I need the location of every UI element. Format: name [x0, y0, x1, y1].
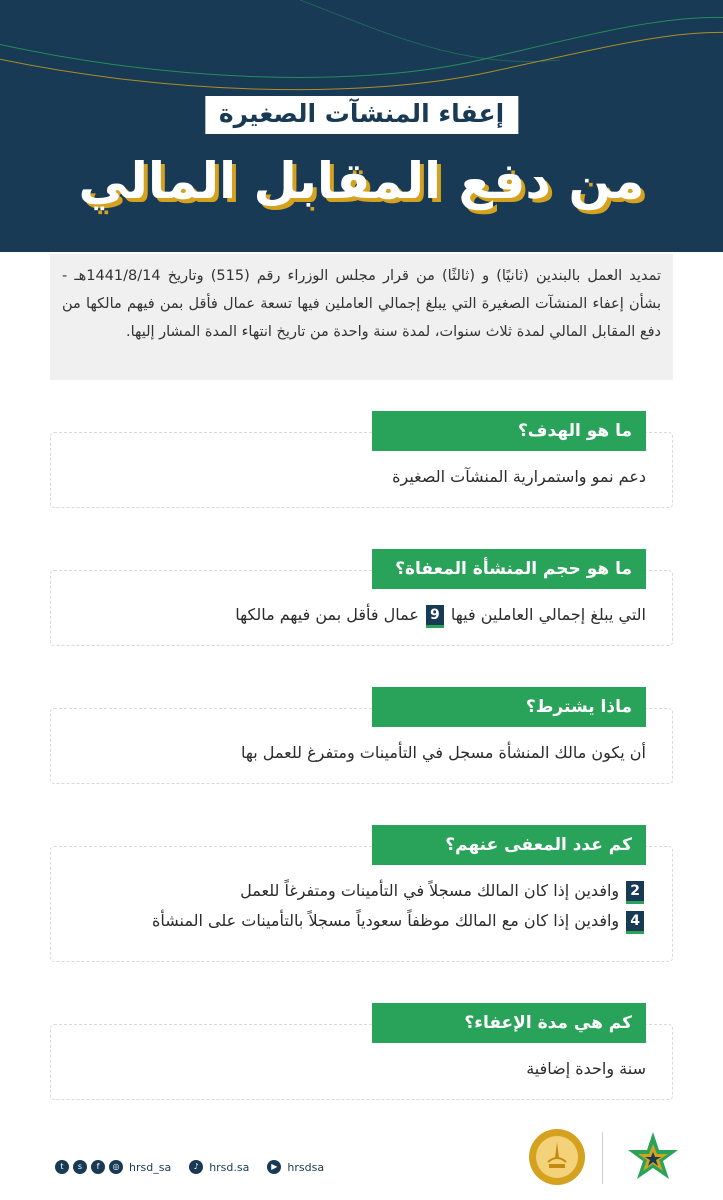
card-body-size-after: عمال فأقل بمن فيهم مالكها: [235, 605, 419, 624]
card-condition: [50, 697, 673, 784]
number-badge: 4: [626, 911, 644, 934]
header-banner: [0, 0, 723, 252]
emblem-seal: [528, 1128, 586, 1186]
title-small: إعفاء المنشآت الصغيرة: [205, 96, 518, 134]
card-label-count: كم عدد المعفى عنهم؟: [372, 825, 646, 865]
card-body-duration: سنة واحدة إضافية: [526, 1059, 646, 1078]
snapchat-icon[interactable]: s: [73, 1160, 87, 1174]
number-badge: 2: [626, 881, 644, 904]
handle-hrsdsa[interactable]: hrsdsa: [287, 1160, 325, 1174]
handle-hrsd-sa[interactable]: hrsd_sa: [129, 1160, 172, 1174]
card-label-condition: ماذا يشترط؟: [372, 687, 646, 727]
footer-divider: [602, 1132, 603, 1184]
intro-paragraph: تمديد العمل بالبندين (ثانيًا) و (ثالثًا) من قرار مجلس الوزراء رقم (515) وتاريخ 1441/8/14هـ - بشأن إعفاء المنشآت الصغيرة التي يبلغ إجمالي العاملين فيها تسعة عمال فأقل بمن فيهم مالكها من دفع المقابل المالي لمدة ثلاث سنوات، لمدة سنة واحدة من تاريخ انتهاء المدة المشار إليها.: [50, 254, 673, 380]
card-body-size: [235, 601, 646, 629]
instagram-icon[interactable]: ◎: [109, 1160, 123, 1174]
card-count: [50, 835, 673, 962]
ministry-logo: [618, 1128, 688, 1188]
facebook-icon[interactable]: f: [91, 1160, 105, 1174]
footer-social: [55, 1158, 338, 1176]
card-goal: [50, 421, 673, 508]
number-badge: 9: [426, 605, 444, 628]
twitter-icon[interactable]: t: [55, 1160, 69, 1174]
card-label-goal: ما هو الهدف؟: [372, 411, 646, 451]
card-body-goal: دعم نمو واستمرارية المنشآت الصغيرة: [392, 467, 646, 486]
card-body-count-line1-text: وافدين إذا كان المالك مسجلاً في التأمينات ومتفرغاً للعمل: [240, 881, 620, 900]
card-label-size: ما هو حجم المنشأة المعفاة؟: [372, 549, 646, 589]
card-body-size-before: التي يبلغ إجمالي العاملين فيها: [450, 605, 646, 624]
card-body-count-line2: [152, 907, 646, 935]
card-label-duration: كم هي مدة الإعفاء؟: [372, 1003, 646, 1043]
card-body-condition: أن يكون مالك المنشأة مسجل في التأمينات ومتفرغ للعمل بها: [240, 743, 646, 762]
handle-hrsd-dot-sa[interactable]: hrsd.sa: [209, 1160, 250, 1174]
card-body-count-line1: [240, 877, 646, 905]
youtube-icon[interactable]: ▶: [267, 1160, 281, 1174]
card-body-count-line2-text: وافدين إذا كان مع المالك موظفاً سعودياً مسجلاً بالتأمينات على المنشأة: [152, 911, 620, 930]
card-size: [50, 559, 673, 646]
title-main: من دفع المقابل المالي: [78, 152, 645, 210]
card-duration: [50, 1013, 673, 1100]
tiktok-icon[interactable]: ♪: [189, 1160, 203, 1174]
